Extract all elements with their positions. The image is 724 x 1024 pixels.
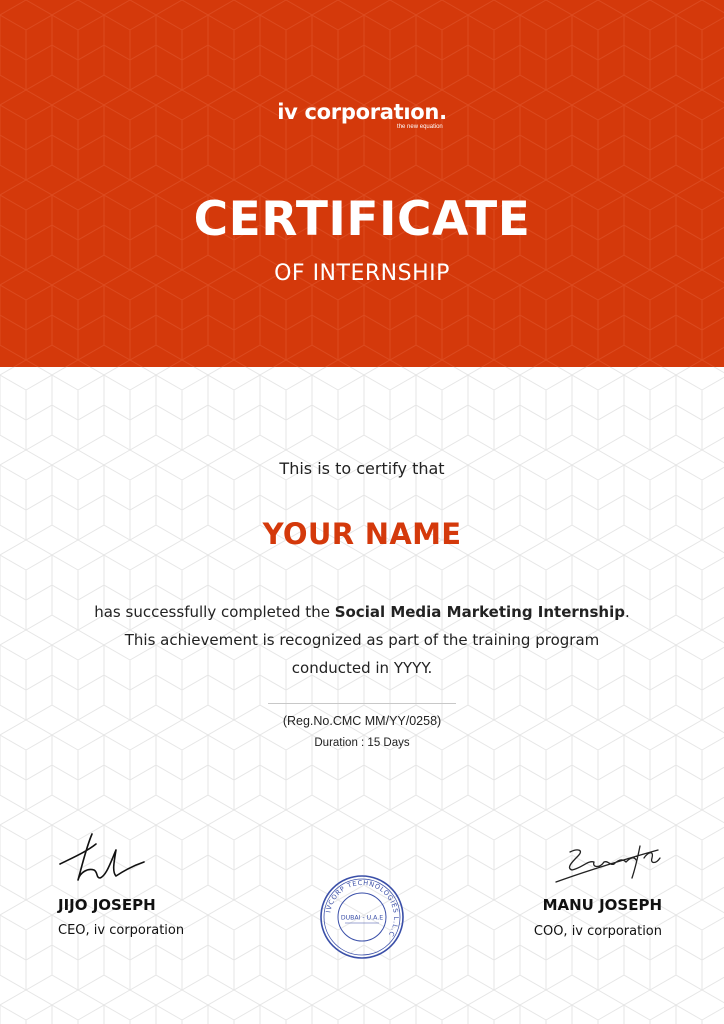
certify-line: This is to certify that (279, 459, 445, 478)
certificate-subtitle: OF INTERNSHIP (274, 261, 450, 286)
body-line-2: This achievement is recognized as part of the training program (124, 631, 600, 649)
logo-wordmark (277, 100, 447, 130)
certificate-body (30, 598, 694, 682)
logo-text: iv corporatıon. (277, 100, 447, 124)
header-pattern (0, 0, 724, 367)
recipient-name: YOUR NAME (262, 517, 462, 551)
registration-number: (Reg.No.CMC MM/YY/0258) (282, 714, 442, 728)
internship-name: Social Media Marketing Internship (334, 603, 625, 621)
right-signatory-name: MANU JOSEPH (542, 896, 662, 914)
seal-ring-text: IVCORP TECHNOLOGIES L.L.C (324, 878, 401, 939)
signature-right (548, 838, 670, 888)
certificate-title: CERTIFICATE (193, 192, 531, 247)
left-signatory-role: CEO, iv corporation (58, 923, 185, 938)
logo-tagline: the new equation (397, 124, 443, 130)
body-line-1-pre: has successfully completed the (94, 603, 335, 621)
right-signatory-role: COO, iv corporation (533, 924, 662, 939)
left-signatory-name: JIJO JOSEPH (58, 896, 156, 914)
body-line-3: conducted in YYYY. (291, 659, 433, 677)
divider (268, 703, 456, 704)
body-line-1 (30, 598, 694, 626)
signature-left (52, 828, 152, 888)
seal-center-text: DUBAI - U.A.E (340, 914, 384, 922)
duration: Duration : 15 Days (314, 737, 410, 749)
certificate-header (0, 0, 724, 367)
svg-text:IVCORP TECHNOLOGIES L.L.C (324, 879, 400, 939)
body-line-1-post: . (624, 603, 630, 621)
company-seal-icon (318, 873, 406, 961)
company-logo (0, 100, 724, 130)
